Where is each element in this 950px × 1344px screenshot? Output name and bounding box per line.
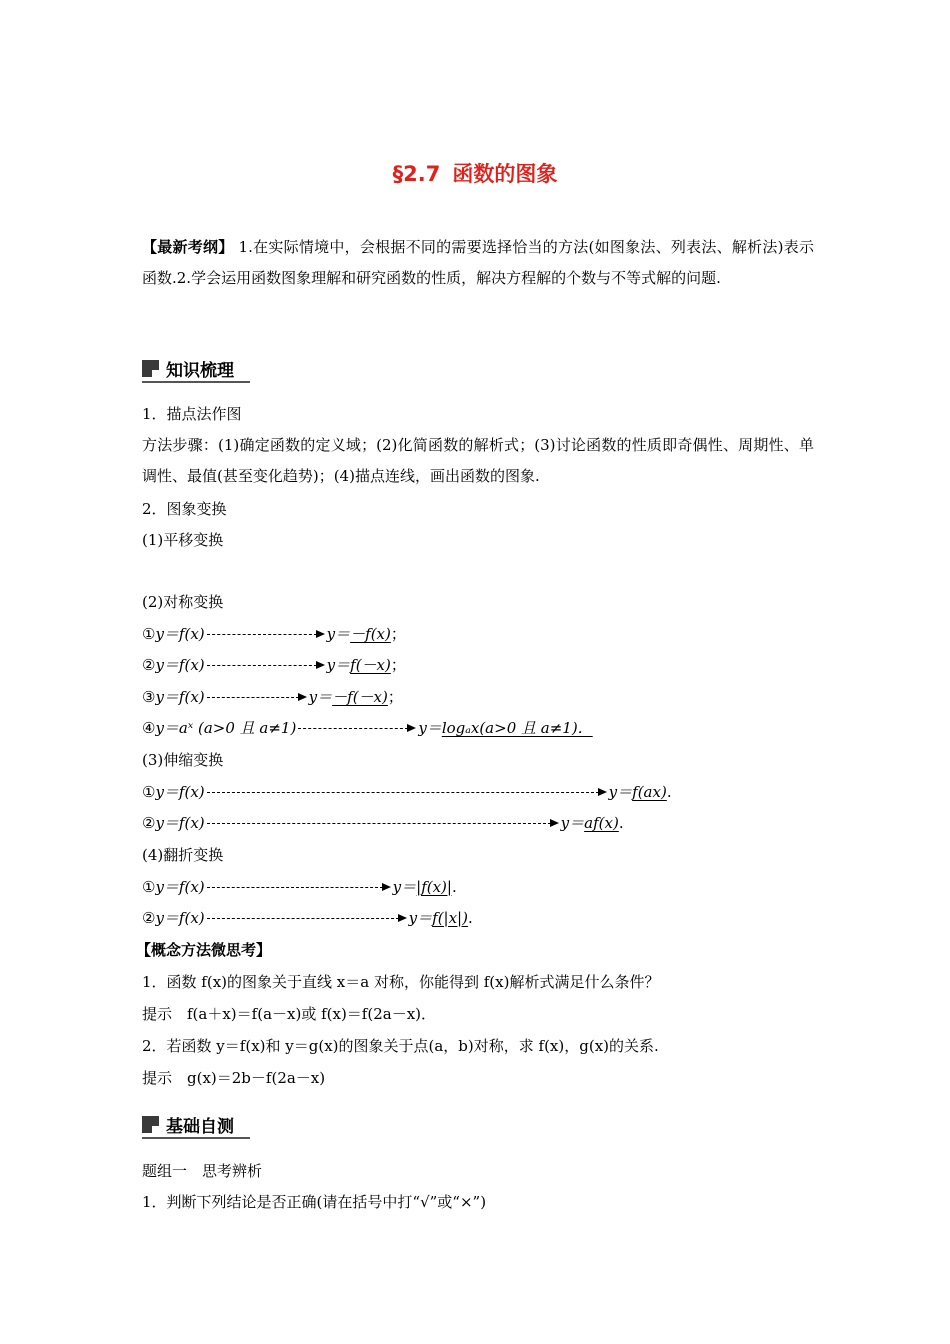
arrow-icon [207,687,307,707]
arrow-icon [207,782,607,802]
concept-q2: 2．若函数 y＝f(x)和 y＝g(x)的图象关于点(a，b)对称，求 f(x)，g(x)的关系. [142,1037,659,1055]
arrow-icon [207,877,391,897]
sym-row-1: ①y＝f(x) y＝－f(x)； [142,625,406,643]
scale-row-2: ②y＝f(x) y＝af(x). [142,814,624,832]
k2-sub2: (2)对称变换 [142,593,224,611]
arrow-icon [298,718,416,738]
page-title: §2.7 函数的图象 [392,162,558,186]
k1-body: 方法步骤：(1)确定函数的定义域；(2)化简函数的解析式；(3)讨论函数的性质即奇偶性、周期性、单调性、最值(甚至变化趋势)；(4)描点连线，画出函数的图象. [142,436,814,485]
k2-sub4: (4)翻折变换 [142,846,224,864]
syllabus-paragraph [142,232,814,294]
fold-row-1: ①y＝f(x) y＝|f(x)|. [142,878,457,896]
sym-row-2: ②y＝f(x) y＝f(－x)； [142,656,406,674]
judge-question: 1．判断下列结论是否正确(请在括号中打“√”或“×”) [142,1193,487,1211]
concept-q1: 1．函数 f(x)的图象关于直线 x＝a 对称，你能得到 f(x)解析式满足什么条件？ [142,973,660,991]
k1-title: 1．描点法作图 [142,405,242,423]
scale-row-1: ①y＝f(x) y＝f(ax). [142,783,672,801]
concept-label: 【概念方法微思考】 [136,941,272,959]
section-square-icon [142,360,159,377]
k2-sub1: (1)平移变换 [142,531,224,549]
arrow-icon [207,813,559,833]
group1-heading: 题组一 思考辨析 [142,1162,263,1180]
sym-row-4: ④y＝aˣ (a>0 且 a≠1) y＝logₐx(a>0 且 a≠1)． [142,719,593,737]
arrow-icon [207,624,325,644]
arrow-icon [207,908,407,928]
concept-a2: 提示 g(x)＝2b－f(2a－x) [142,1069,326,1087]
section-square-icon [142,1116,159,1133]
concept-a1: 提示 f(a＋x)＝f(a－x)或 f(x)＝f(2a－x)． [142,1005,437,1023]
fold-row-2: ②y＝f(x) y＝f(|x|). [142,909,473,927]
arrow-icon [207,655,325,675]
k2-title: 2．图象变换 [142,500,227,518]
syllabus-text: 1.在实际情境中，会根据不同的需要选择恰当的方法(如图象法、列表法、解析法)表示函数.2.学会运用函数图象理解和研究函数的性质，解决方程解的个数与不等式解的问题. [142,238,814,287]
sym-row-3: ③y＝f(x) y＝－f(－x)； [142,688,403,706]
k2-sub3: (3)伸缩变换 [142,751,224,769]
syllabus-label: 【最新考纲】 [142,238,234,256]
